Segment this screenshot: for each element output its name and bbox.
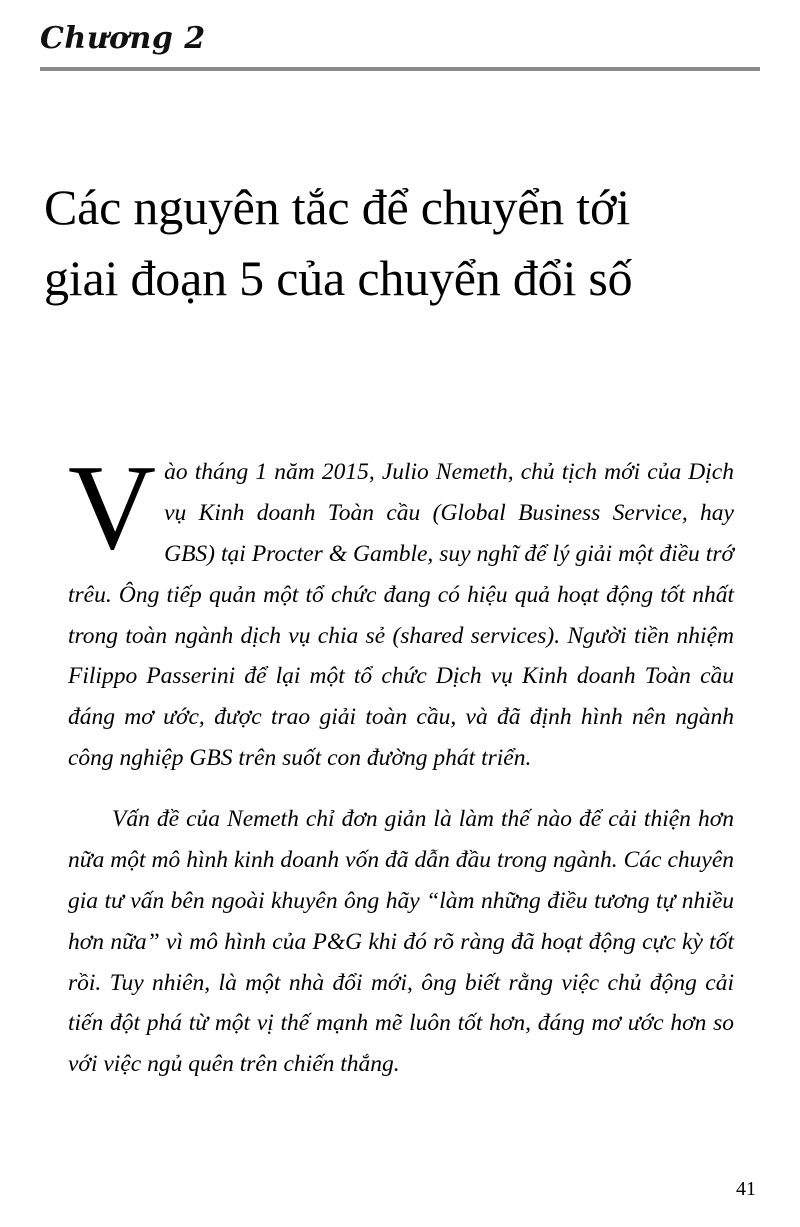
paragraph-second: Vấn đề của Nemeth chỉ đơn giản là làm thế nào để cải thiện hơn nữa một mô hình kinh doanh vốn đã dẫn đầu trong ngành. Các chuyên gia tư vấn bên ngoài khuyên ông hãy “làm những điều tương tự nhiều hơn nữa” vì mô hình của P&G khi đó rõ ràng đã hoạt động cực kỳ tốt rồi. Tuy nhiên, là một nhà đổi mới, ông biết rằng việc chủ động cải tiến đột phá từ một vị thế mạnh mẽ luôn tốt hơn, đáng mơ ước hơn so với việc ngủ quên trên chiến thắng. (68, 806, 734, 1078)
header-divider (40, 67, 760, 71)
page-title-line-2: giai đoạn 5 của chuyển đổi số (44, 249, 633, 306)
paragraph-first-text: ào tháng 1 năm 2015, Julio Nemeth, chủ tịch mới của Dịch vụ Kinh doanh Toàn cầu (Global Business Service, hay GBS) tại Procter & Gamble, suy nghĩ để lý giải một điều trớ trêu. Ông tiếp quản một tổ chức đang có hiệu quả hoạt động tốt nhất trong toàn ngành dịch vụ chia sẻ (shared services). Người tiền nhiệm Filippo Passerini để lại một tổ chức Dịch vụ Kinh doanh Toàn cầu đáng mơ ước, được trao giải toàn cầu, và đã định hình nên ngành công nghiệp GBS trên suốt con đường phát triển. (68, 459, 734, 772)
drop-cap: V (68, 440, 157, 575)
chapter-label: Chương 2 (40, 21, 206, 56)
chapter-header (40, 22, 760, 71)
page-title-line-1: Các nguyên tắc để chuyển tới (44, 178, 630, 235)
page-number: 41 (736, 1178, 756, 1200)
paragraph-first (68, 440, 734, 779)
page-title (44, 172, 760, 314)
body-text (68, 440, 734, 1085)
